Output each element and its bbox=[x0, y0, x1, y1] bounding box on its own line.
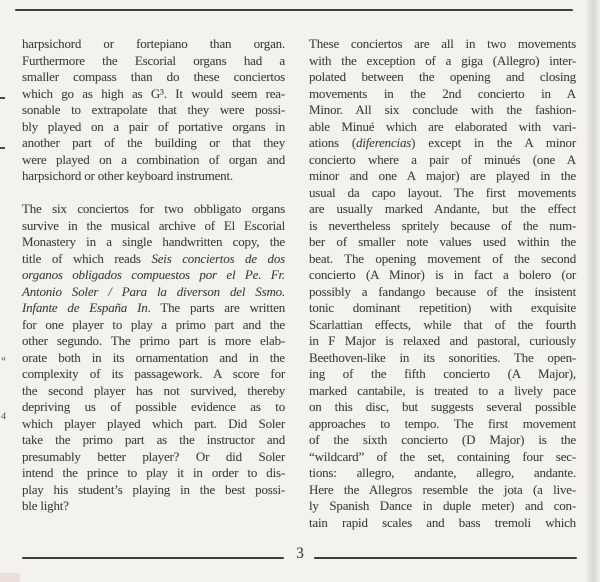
text-line bbox=[309, 350, 576, 367]
text-line bbox=[22, 399, 285, 416]
text-run: bly played on a pair of portative organs in bbox=[22, 118, 285, 134]
text-run: in F Major is relaxed and pastoral, curiously bbox=[309, 333, 576, 348]
text-line bbox=[22, 300, 285, 317]
corner-tint bbox=[0, 573, 20, 582]
text-line bbox=[309, 416, 576, 433]
text-line bbox=[22, 333, 285, 350]
text-line bbox=[22, 350, 285, 367]
text-line bbox=[22, 416, 285, 433]
text-line bbox=[309, 168, 576, 185]
binding-mark bbox=[0, 147, 5, 149]
text-run: survive in the musical archive of El Escorial bbox=[22, 217, 285, 233]
text-run: intend the prince to play it in order to dis- bbox=[22, 465, 285, 480]
text-run: ations ( bbox=[309, 135, 357, 150]
text-line bbox=[309, 383, 576, 400]
text-line bbox=[309, 366, 576, 383]
text-run: other segundo. The primo part is more elab- bbox=[22, 333, 285, 348]
text-run: tain rapid scales and bass tremoli which bbox=[309, 514, 576, 530]
text-run: Scarlattian effects, while that of the fourth bbox=[309, 316, 576, 332]
text-run: beat. The opening movement of the second bbox=[309, 250, 576, 266]
text-line bbox=[22, 119, 285, 136]
text-run: on this disc, but suggests several possible bbox=[309, 399, 576, 414]
text-line bbox=[309, 267, 576, 284]
text-line bbox=[22, 135, 285, 152]
text-run: possibly a fandango because of the insistent bbox=[309, 283, 576, 299]
text-line bbox=[22, 482, 285, 499]
text-line bbox=[309, 36, 576, 53]
text-run: Monastery in a single handwritten copy, the bbox=[22, 234, 285, 249]
text-run: concierto (A Minor) is in fact a bolero (or bbox=[309, 267, 576, 282]
text-run: approaches to tempo. The first movement bbox=[309, 415, 576, 431]
text-run: “wildcard” of the set, containing four sec- bbox=[309, 448, 576, 464]
text-line bbox=[22, 449, 285, 466]
text-line bbox=[22, 234, 285, 251]
text-run: tions: allegro, andante, allegro, andante. bbox=[309, 465, 576, 480]
text-line bbox=[309, 284, 576, 301]
text-line bbox=[22, 53, 285, 70]
text-run: The six conciertos for two obbligato organs bbox=[22, 201, 285, 216]
text-run: of the sixth concierto (D Major) is the bbox=[309, 432, 576, 447]
text-run: smaller compass than do these conciertos bbox=[22, 69, 285, 84]
text-line bbox=[309, 449, 576, 466]
scan-artifact: 4 bbox=[0, 410, 7, 423]
text-run: play his student’s playing in the best possi- bbox=[22, 481, 285, 497]
text-run: marked cantabile, is treated to a lively pace bbox=[309, 382, 576, 398]
text-run: orate both in its ornamentation and in the bbox=[22, 349, 285, 365]
text-line bbox=[22, 498, 285, 515]
text-line bbox=[309, 185, 576, 202]
text-line bbox=[22, 69, 285, 86]
text-run: polated between the opening and closing bbox=[309, 69, 576, 84]
text-line bbox=[309, 251, 576, 268]
text-line bbox=[22, 267, 285, 284]
text-line bbox=[22, 86, 285, 103]
paragraph bbox=[22, 36, 285, 185]
italic-text-run: Antonio Soler / Para la diverson del Ssmo. bbox=[22, 283, 285, 299]
text-run: title of which reads bbox=[22, 250, 152, 266]
text-line bbox=[309, 317, 576, 334]
text-line bbox=[22, 383, 285, 400]
text-run: These conciertos are all in two movements bbox=[309, 36, 576, 51]
text-line bbox=[309, 465, 576, 482]
text-line bbox=[309, 300, 576, 317]
text-run: Beethoven-like in its sonorities. The open- bbox=[309, 349, 576, 365]
text-line bbox=[309, 482, 576, 499]
footer-rule-left bbox=[22, 557, 284, 559]
text-run: concierto where a pair of minués (one A bbox=[309, 151, 576, 167]
text-line bbox=[22, 102, 285, 119]
text-line bbox=[309, 218, 576, 235]
text-run: the second player has not survived, thereby bbox=[22, 382, 285, 398]
text-run: for one player to play a primo part and the bbox=[22, 316, 285, 332]
binding-mark bbox=[0, 97, 5, 99]
text-run: which player played which part. Did Soler bbox=[22, 415, 285, 431]
text-run: presumably better player? Or did Soler bbox=[22, 448, 285, 464]
text-line bbox=[309, 119, 576, 136]
text-line bbox=[309, 152, 576, 169]
text-line bbox=[309, 399, 576, 416]
text-run: ing of the fifth concierto (A Major), bbox=[309, 366, 576, 381]
text-run: harpsichord or other keyboard instrument. bbox=[22, 168, 233, 183]
text-run: tonic dominant repetition) with exquisite bbox=[309, 300, 576, 315]
text-line bbox=[309, 135, 576, 152]
text-run: harpsichord or fortepiano than organ. bbox=[22, 36, 285, 51]
text-line bbox=[309, 432, 576, 449]
text-line bbox=[22, 152, 285, 169]
text-line bbox=[309, 86, 576, 103]
paragraph bbox=[309, 36, 576, 531]
text-line bbox=[22, 432, 285, 449]
text-line bbox=[309, 102, 576, 119]
text-line bbox=[309, 234, 576, 251]
text-run: take the primo part as the instructor and bbox=[22, 432, 285, 447]
text-run: Here the Allegros resemble the jota (a live- bbox=[309, 481, 576, 497]
text-run: another part of the building or that they bbox=[22, 135, 285, 150]
text-run: Furthermore the Escorial organs had a bbox=[22, 52, 285, 68]
text-line bbox=[22, 284, 285, 301]
text-line bbox=[22, 168, 285, 185]
text-run: ) except in the A minor bbox=[411, 135, 576, 150]
text-run: ber of smaller note values used within the bbox=[309, 234, 576, 249]
text-run: ly Spanish Dance in duple meter) and con- bbox=[309, 498, 576, 513]
text-run: usual da capo layout. The first movements bbox=[309, 184, 576, 200]
text-run: ble light? bbox=[22, 498, 69, 513]
text-run: sonable to extrapolate that they were possi- bbox=[22, 102, 285, 117]
text-run: Minor. All six conclude with the fashion- bbox=[309, 102, 576, 117]
scan-artifact: « bbox=[0, 352, 7, 365]
text-run: . The parts are written bbox=[147, 300, 285, 315]
text-column-left bbox=[22, 36, 285, 515]
text-column-right bbox=[309, 36, 576, 531]
text-line bbox=[22, 465, 285, 482]
page-edge-shadow bbox=[585, 0, 600, 582]
text-run: with the exception of a giga (Allegro) inter- bbox=[309, 52, 576, 68]
text-run: which go as high as G³. It would seem rea- bbox=[22, 85, 285, 101]
italic-text-run: Seis conciertos de dos bbox=[151, 250, 285, 266]
text-run: are usually marked Andante, but the effect bbox=[309, 201, 576, 216]
text-line bbox=[22, 218, 285, 235]
text-run: were played on a combination of organ and bbox=[22, 151, 285, 167]
text-line bbox=[309, 69, 576, 86]
footer-rule-right bbox=[314, 557, 577, 559]
italic-text-run: organos obligados compuestos por el Pe. Fr. bbox=[22, 267, 285, 282]
text-line bbox=[22, 251, 285, 268]
text-line bbox=[22, 201, 285, 218]
text-line bbox=[309, 498, 576, 515]
text-run: is nevertheless spritely because of the num- bbox=[309, 217, 576, 233]
text-line bbox=[309, 53, 576, 70]
text-run: depriving us of possible evidence as to bbox=[22, 399, 285, 414]
text-run: complexity of its passagework. A score for bbox=[22, 366, 285, 381]
text-run: movements in the 2nd concierto in A bbox=[309, 85, 576, 101]
text-line bbox=[22, 366, 285, 383]
paragraph bbox=[22, 201, 285, 515]
text-run: minor and one A major) are played in the bbox=[309, 168, 576, 183]
text-line bbox=[22, 36, 285, 53]
text-line bbox=[309, 201, 576, 218]
top-rule bbox=[15, 9, 573, 11]
text-run: able Minué which are elaborated with vari- bbox=[309, 118, 576, 134]
text-line bbox=[309, 515, 576, 532]
italic-text-run: diferencias bbox=[356, 135, 412, 150]
text-line bbox=[22, 317, 285, 334]
page-number: 3 bbox=[296, 545, 304, 562]
italic-text-run: Infante de España In bbox=[22, 300, 148, 315]
text-line bbox=[309, 333, 576, 350]
